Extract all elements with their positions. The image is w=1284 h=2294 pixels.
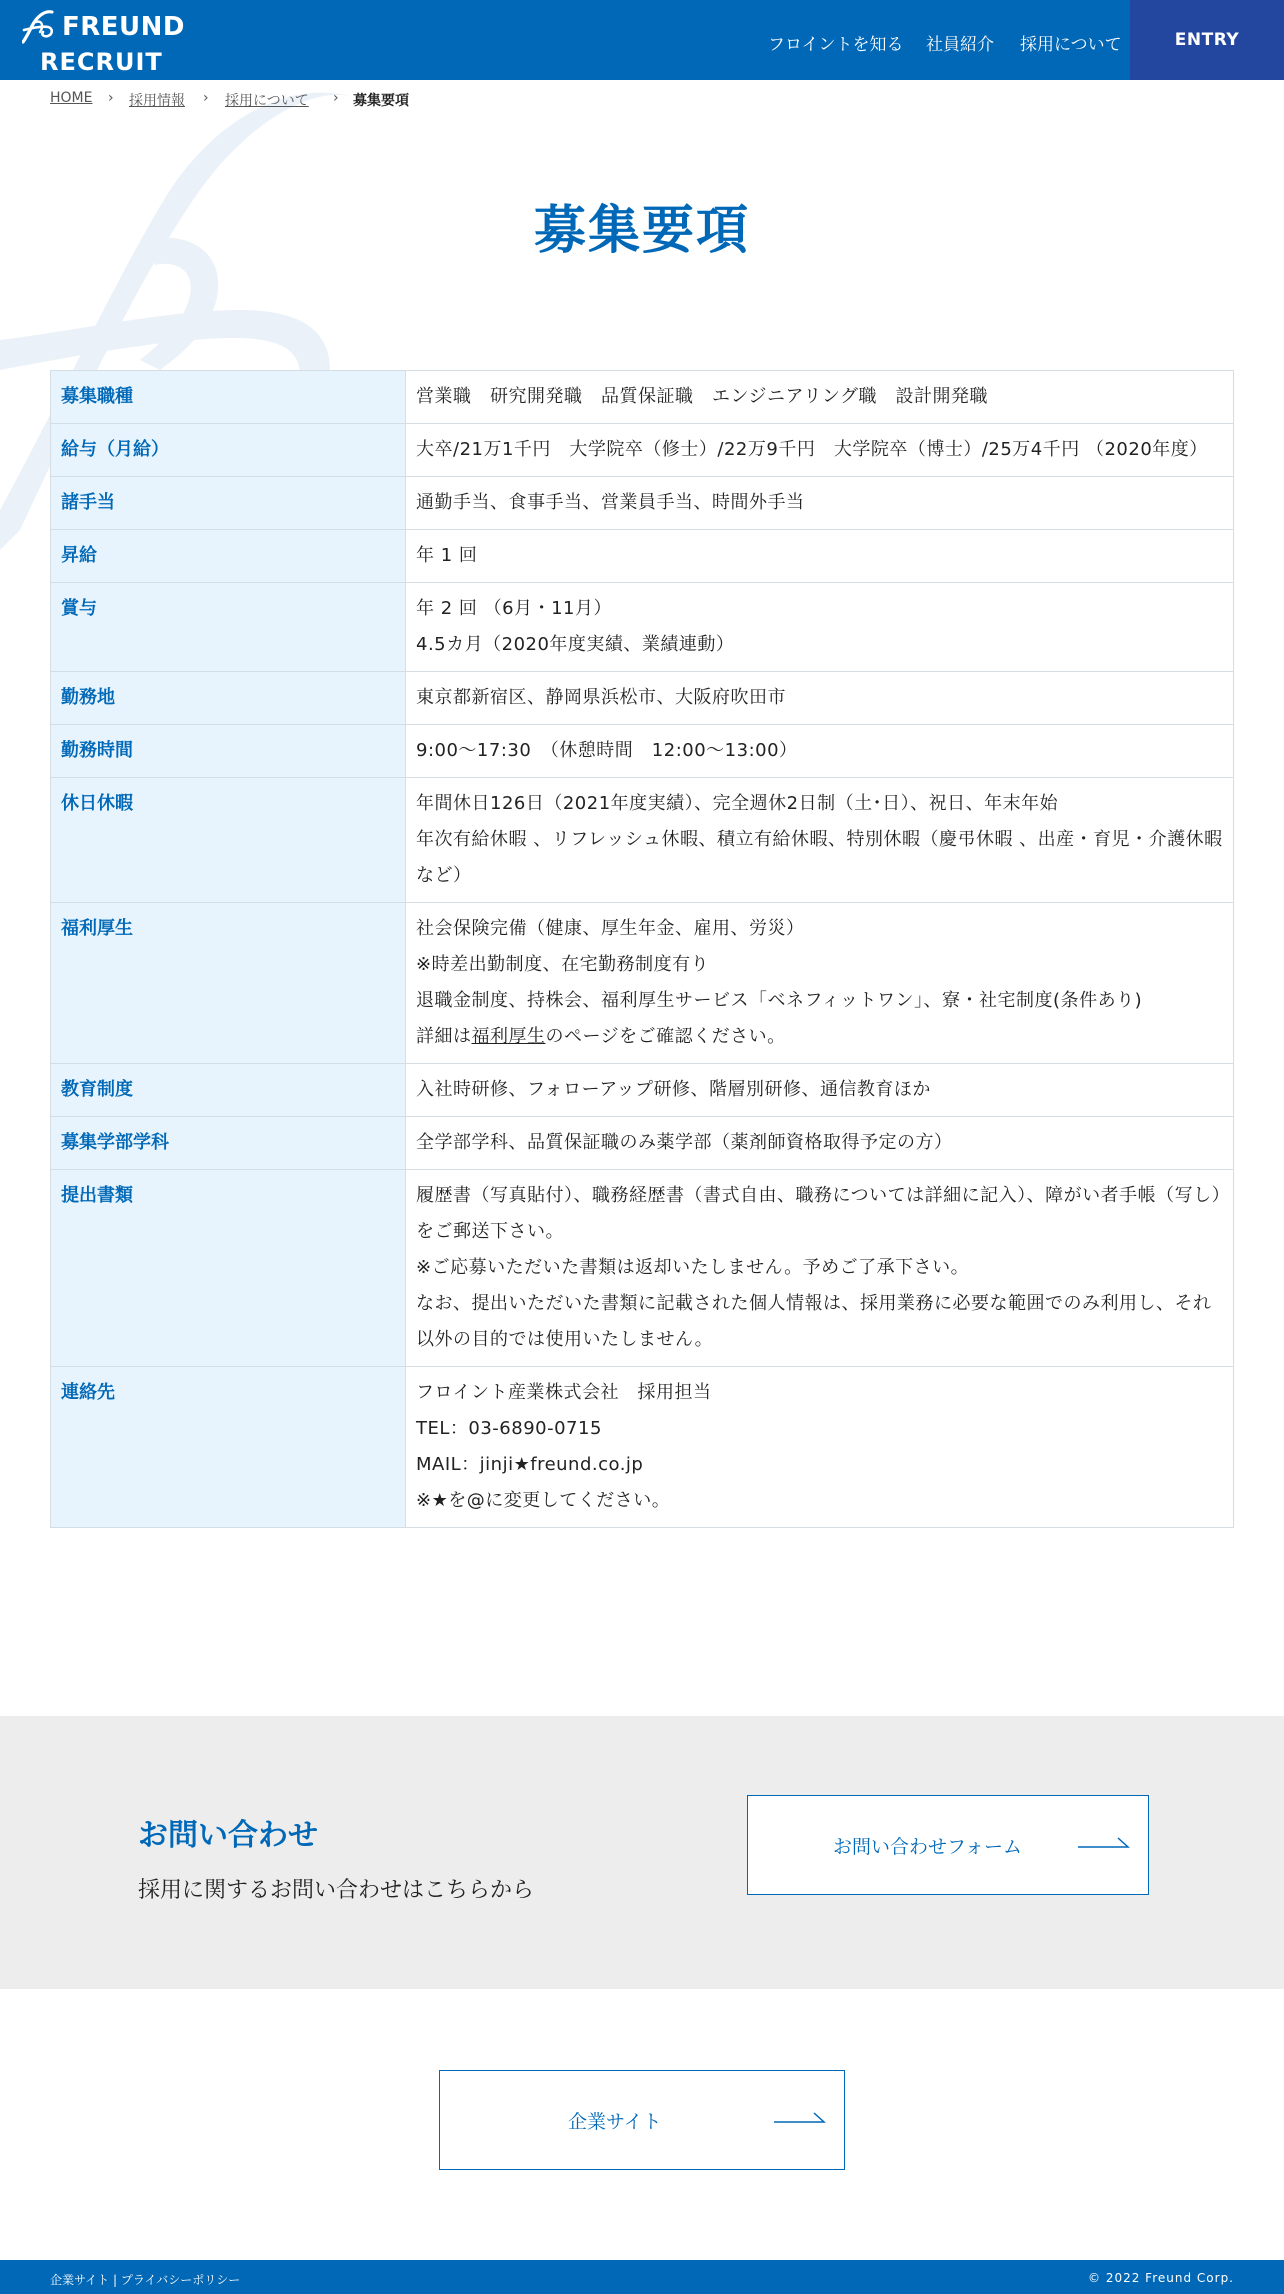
value-line: 履歴書（写真貼付）、職務経歴書（書式自由、職務については詳細に記入）、障がい者手帳（写し）をご郵送下さい。 [416,1185,1222,1242]
row-label: 昇給 [51,530,406,583]
table-row [51,778,1234,903]
value-line: ※ご応募いただいた書類は返却いたしません。予めご了承下さい。 [416,1257,970,1278]
value-line: ※★を@に変更してください。 [416,1490,671,1511]
row-label: 提出書類 [51,1170,406,1367]
row-label: 賞与 [51,583,406,672]
value-line: 入社時研修、フォローアップ研修、階層別研修、通信教育ほか [416,1079,931,1100]
footer-links [50,2271,240,2288]
job-requirements-table [50,370,1234,1528]
logo-top [22,10,185,44]
value-line: 年 1 回 [416,545,478,566]
table-row [51,1170,1234,1367]
row-label: 募集学部学科 [51,1117,406,1170]
logo-wordmark: FREUND [62,12,185,42]
row-value [406,530,1234,583]
table-row [51,583,1234,672]
value-line [416,1019,1223,1055]
row-label: 休日休暇 [51,778,406,903]
table-row [51,530,1234,583]
link-prefix: 詳細は [416,1026,472,1047]
value-line: 通勤手当、食事手当、営業員手当、時間外手当 [416,492,805,513]
table-row [51,903,1234,1064]
row-label: 教育制度 [51,1064,406,1117]
row-value [406,583,1234,672]
table-row [51,1367,1234,1528]
chevron-right-icon: › [203,90,209,106]
recruit-logo[interactable] [22,6,202,76]
footer-privacy-link[interactable]: プライバシーポリシー [120,2273,241,2287]
value-line: 9:00〜17:30 （休憩時間 12:00〜13:00） [416,740,798,761]
value-line: TEL：03-6890-0715 [416,1418,602,1439]
entry-button[interactable]: ENTRY [1130,0,1284,80]
row-label: 給与（月給） [51,424,406,477]
value-line: 東京都新宿区、静岡県浜松市、大阪府吹田市 [416,687,786,708]
value-line: 4.5カ月（2020年度実績、業績連動） [416,634,735,655]
value-line: ※時差出勤制度、在宅勤務制度有り [416,954,710,975]
page-title: 募集要項 [533,201,750,261]
value-line: 退職金制度、持株会、福利厚生サービス「ベネフィットワン」、寮・社宅制度(条件あり) [416,990,1143,1011]
row-label: 勤務地 [51,672,406,725]
row-label: 諸手当 [51,477,406,530]
contact-title: お問い合わせ [138,1818,318,1853]
contact-section [0,1716,1284,1989]
row-value [406,371,1234,424]
contact-form-button[interactable] [747,1795,1149,1895]
value-line: 年次有給休暇 、リフレッシュ休暇、積立有給休暇、特別休暇（慶弔休暇 、出産・育児・介護休暇など） [416,829,1223,886]
value-line: 営業職 研究開発職 品質保証職 エンジニアリング職 設計開発職 [416,386,988,407]
row-value [406,778,1234,903]
footer-separator: | [113,2273,118,2287]
nav-about-freund[interactable]: フロイントを知る [768,35,904,55]
welfare-link[interactable]: 福利厚生 [471,1026,546,1047]
row-value [406,1170,1234,1367]
value-line: 大卒/21万1千円 大学院卒（修士）/22万9千円 大学院卒（博士）/25万4千円 （2020年度） [416,439,1208,460]
table-row [51,1064,1234,1117]
row-label: 連絡先 [51,1367,406,1528]
table-row [51,371,1234,424]
footer-corporate-link[interactable]: 企業サイト [50,2273,110,2287]
row-value [406,477,1234,530]
copyright: © 2022 Freund Corp. [1088,2271,1234,2285]
table-row [51,1117,1234,1170]
value-line: 社会保険完備（健康、厚生年金、雇用、労災） [416,918,805,939]
corporate-site-label: 企業サイト [568,2110,662,2133]
link-suffix: のページをご確認ください。 [545,1026,786,1047]
nav-recruitment[interactable]: 採用について [1020,35,1122,55]
breadcrumb-home[interactable]: HOME [50,90,93,106]
value-line: 年 2 回 （6月・11月） [416,598,612,619]
breadcrumb-recruit-info[interactable]: 採用情報 [129,93,185,109]
table-row [51,477,1234,530]
value-line: 年間休日126日（2021年度実績）、完全週休2日制（土･日）、祝日、年末年始 [416,793,1059,814]
chevron-right-icon: › [108,90,114,106]
table-row [51,424,1234,477]
contact-description: 採用に関するお問い合わせはこちらから [138,1878,535,1903]
arrow-right-icon [1078,1835,1130,1849]
breadcrumb-current: 募集要項 [353,93,409,109]
row-value [406,725,1234,778]
breadcrumb-recruitment[interactable]: 採用について [225,93,309,109]
chevron-right-icon: › [333,90,339,106]
arrow-right-icon [774,2110,826,2124]
row-label: 勤務時間 [51,725,406,778]
row-value [406,1117,1234,1170]
contact-form-label: お問い合わせフォーム [833,1835,1023,1858]
row-label: 福利厚生 [51,903,406,1064]
table-row [51,725,1234,778]
freund-script-logo-icon [22,10,60,44]
logo-recruit-text: RECRUIT [40,48,163,76]
value-line: MAIL：jinji★freund.co.jp [416,1454,644,1475]
nav-staff-intro[interactable]: 社員紹介 [926,35,994,55]
table-row [51,672,1234,725]
site-footer [0,2260,1284,2294]
value-line: 全学部学科、品質保証職のみ薬学部（薬剤師資格取得予定の方） [416,1132,953,1153]
row-value [406,903,1234,1064]
row-value [406,672,1234,725]
value-line: フロイント産業株式会社 採用担当 [416,1382,712,1403]
corporate-site-button[interactable] [439,2070,845,2170]
row-label: 募集職種 [51,371,406,424]
row-value [406,424,1234,477]
row-value [406,1064,1234,1117]
row-value [406,1367,1234,1528]
site-header [0,0,1284,80]
value-line: なお、提出いただいた書類に記載された個人情報は、採用業務に必要な範囲でのみ利用し、それ以外の目的では使用いたしません。 [416,1293,1212,1350]
